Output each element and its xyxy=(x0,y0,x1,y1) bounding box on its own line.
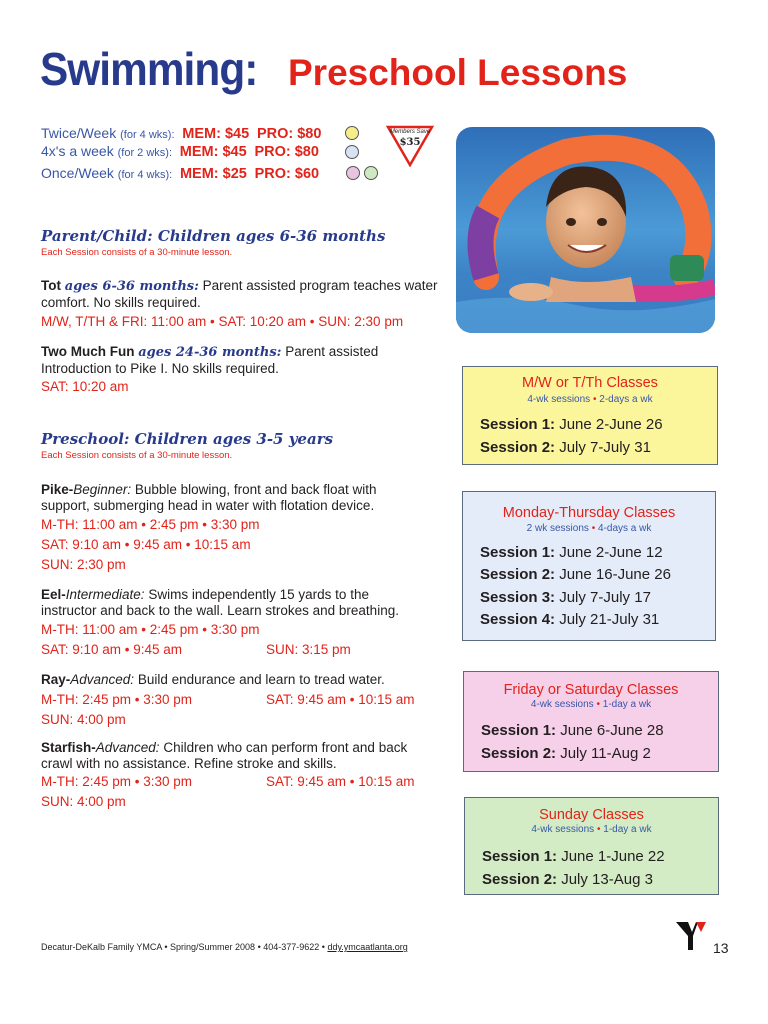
class-name: Pike- xyxy=(41,482,74,497)
starfish-description xyxy=(41,740,441,771)
footer-text: Decatur-DeKalb Family YMCA • Spring/Summer 2008 • 404-377-9622 • xyxy=(41,942,325,952)
session-label: Session 1: xyxy=(480,416,556,433)
class-desc: Build endurance and learn to tread water. xyxy=(137,672,385,687)
pricing-row xyxy=(41,143,319,160)
session-row xyxy=(480,416,663,433)
session-label: Session 2: xyxy=(482,871,558,888)
session-label: Session 4: xyxy=(480,611,556,628)
eel-schedule: M-TH: 11:00 am • 2:45 pm • 3:30 pm xyxy=(41,622,260,637)
pike-schedule: SAT: 9:10 am • 9:45 am • 10:15 am xyxy=(41,537,251,552)
session-dates: June 16-June 26 xyxy=(559,566,671,583)
pricing-duration: (for 2 wks): xyxy=(117,147,173,159)
pricing-row xyxy=(41,125,321,142)
session-row xyxy=(482,848,665,865)
session-row xyxy=(480,544,663,561)
box-sub-b: 1-day a wk xyxy=(602,699,652,710)
badge-amount: $35 xyxy=(399,137,421,148)
class-level: Beginner: xyxy=(73,482,132,497)
class-name: Two Much Fun xyxy=(41,344,135,359)
page-number: 13 xyxy=(713,940,729,956)
session-row xyxy=(480,439,651,456)
box-sub-b: 1-day a wk xyxy=(603,824,652,835)
box-sub-b: 2-days a wk xyxy=(599,394,653,405)
pricing-member: MEM: $25 xyxy=(179,166,247,182)
class-desc: crawl with no assistance. Refine stroke and skills. xyxy=(41,755,337,771)
eel-description xyxy=(41,587,441,618)
class-desc: Introduction to Pike I. No skills required. xyxy=(41,360,279,376)
two-much-fun-schedule: SAT: 10:20 am xyxy=(41,379,129,394)
session-row xyxy=(480,611,659,628)
class-ages: ages 24-36 months: xyxy=(138,345,282,360)
green-dot-icon xyxy=(364,166,378,180)
pricing-program: PRO: $80 xyxy=(254,144,319,160)
session-label: Session 2: xyxy=(481,745,557,762)
class-desc: comfort. No skills required. xyxy=(41,294,201,310)
session-dates: June 2-June 26 xyxy=(559,416,663,433)
box-title: Friday or Saturday Classes xyxy=(503,682,679,698)
pike-schedule: SUN: 2:30 pm xyxy=(41,557,126,572)
session-dates: July 11-Aug 2 xyxy=(560,745,651,762)
child-swimming-photo xyxy=(456,127,715,333)
session-label: Session 1: xyxy=(481,722,557,739)
class-name: Tot xyxy=(41,278,61,293)
session-dates: June 6-June 28 xyxy=(560,722,664,739)
session-row xyxy=(480,566,671,583)
starfish-schedule-saturday: SAT: 9:45 am • 10:15 am xyxy=(266,774,415,789)
session-dates: July 7-July 31 xyxy=(559,439,651,456)
session-dates: July 21-July 31 xyxy=(559,611,660,628)
class-desc: Swims independently 15 yards to the xyxy=(148,587,369,602)
starfish-schedule-sunday: SUN: 4:00 pm xyxy=(41,794,126,809)
session-row xyxy=(480,589,651,606)
page-subtitle: Preschool Lessons xyxy=(288,52,628,93)
pricing-frequency: Once/Week xyxy=(41,165,114,181)
class-desc: support, submerging head in water with flotation device. xyxy=(41,497,375,513)
session-label: Session 3: xyxy=(480,589,556,606)
box-sub-a: 4-wk sessions xyxy=(531,824,595,835)
session-dates: July 7-July 17 xyxy=(559,589,651,606)
eel-schedule-sunday: SUN: 3:15 pm xyxy=(266,642,351,657)
box-subtitle: 4-wk sessions • 1-day a wk xyxy=(531,824,652,835)
box-sub-a: 4-wk sessions xyxy=(527,394,591,405)
class-level: Intermediate: xyxy=(65,587,145,602)
starfish-schedule: M-TH: 2:45 pm • 3:30 pm xyxy=(41,774,193,789)
session-dates: June 1-June 22 xyxy=(561,848,665,865)
session-label: Session 1: xyxy=(482,848,558,865)
preschool-heading: Preschool: Children ages 3-5 years xyxy=(41,430,334,448)
session-label: Session 2: xyxy=(480,439,556,456)
pricing-duration: (for 4 wks): xyxy=(117,169,173,181)
class-desc: Children who can perform front and back xyxy=(163,740,408,755)
box-subtitle: 4-wk sessions • 1-day a wk xyxy=(530,699,652,710)
session-dates: July 13-Aug 3 xyxy=(561,871,653,888)
box-sub-b: 4-days a wk xyxy=(597,523,652,534)
pricing-program: PRO: $60 xyxy=(254,166,320,182)
ray-schedule: M-TH: 2:45 pm • 3:30 pm xyxy=(41,692,193,707)
box-title: M/W or T/Th Classes xyxy=(522,375,658,391)
pricing-program: PRO: $80 xyxy=(256,126,322,142)
ray-schedule-saturday: SAT: 9:45 am • 10:15 am xyxy=(266,692,415,707)
page-title: Swimming: xyxy=(40,43,258,95)
box-title: Monday-Thursday Classes xyxy=(502,505,676,521)
session-label: Session 2: xyxy=(480,566,556,583)
class-level: Advanced: xyxy=(95,740,160,755)
pike-schedule: M-TH: 11:00 am • 2:45 pm • 3:30 pm xyxy=(41,517,260,532)
class-ages: ages 6-36 months: xyxy=(64,279,199,294)
ray-description xyxy=(41,672,441,688)
pricing-frequency: Twice/Week xyxy=(41,125,117,141)
session-label: Session 1: xyxy=(480,544,556,561)
class-level: Advanced: xyxy=(70,672,135,687)
session-row xyxy=(481,745,651,762)
footer xyxy=(41,942,408,952)
box-sub-a: 2 wk sessions xyxy=(526,523,589,534)
session-row xyxy=(482,871,653,888)
yellow-dot-icon xyxy=(345,126,359,140)
box-subtitle: 2 wk sessions • 4-days a wk xyxy=(526,523,652,534)
class-name: Eel- xyxy=(41,587,66,602)
pike-description xyxy=(41,482,441,513)
class-name: Starfish- xyxy=(41,740,96,755)
box-title: Sunday Classes xyxy=(539,807,644,823)
session-dates: June 2-June 12 xyxy=(559,544,663,561)
box-subtitle: 4-wk sessions • 2-days a wk xyxy=(527,394,653,405)
preschool-note: Each Session consists of a 30-minute lesson. xyxy=(41,450,233,461)
parent-child-note: Each Session consists of a 30-minute lesson. xyxy=(41,247,233,258)
mw-tth-classes-box xyxy=(462,366,718,465)
tot-schedule: M/W, T/TH & FRI: 11:00 am • SAT: 10:20 am • SUN: 2:30 pm xyxy=(41,314,404,329)
pricing-member: MEM: $45 xyxy=(179,144,247,160)
box-sub-a: 4-wk sessions xyxy=(530,699,594,710)
class-desc: instructor and back to the wall. Learn strokes and breathing. xyxy=(41,602,399,618)
monday-thursday-classes-box xyxy=(462,491,716,641)
pricing-duration: (for 4 wks): xyxy=(120,129,175,141)
class-desc: Parent assisted program teaches water xyxy=(202,278,438,293)
footer-link[interactable]: ddy.ymcaatlanta.org xyxy=(327,942,408,952)
pricing-member: MEM: $45 xyxy=(182,126,250,142)
sunday-classes-box xyxy=(464,797,719,895)
tot-description xyxy=(41,278,441,310)
pink-dot-icon xyxy=(346,166,360,180)
badge-text: Members Save xyxy=(389,129,431,135)
class-desc: Parent assisted xyxy=(285,344,379,359)
class-desc: Bubble blowing, front and back float with xyxy=(134,482,377,497)
ymca-logo-icon xyxy=(674,918,708,952)
friday-saturday-classes-box xyxy=(463,671,719,772)
pricing-frequency: 4x's a week xyxy=(41,143,114,159)
session-row xyxy=(481,722,664,739)
blue-dot-icon xyxy=(345,145,359,159)
parent-child-heading: Parent/Child: Children ages 6-36 months xyxy=(41,227,386,245)
pricing-row xyxy=(41,165,319,182)
two-much-fun-description xyxy=(41,344,441,376)
member-saves-badge xyxy=(386,125,434,167)
ray-schedule-sunday: SUN: 4:00 pm xyxy=(41,712,126,727)
eel-schedule: SAT: 9:10 am • 9:45 am xyxy=(41,642,183,657)
class-name: Ray- xyxy=(41,672,71,687)
